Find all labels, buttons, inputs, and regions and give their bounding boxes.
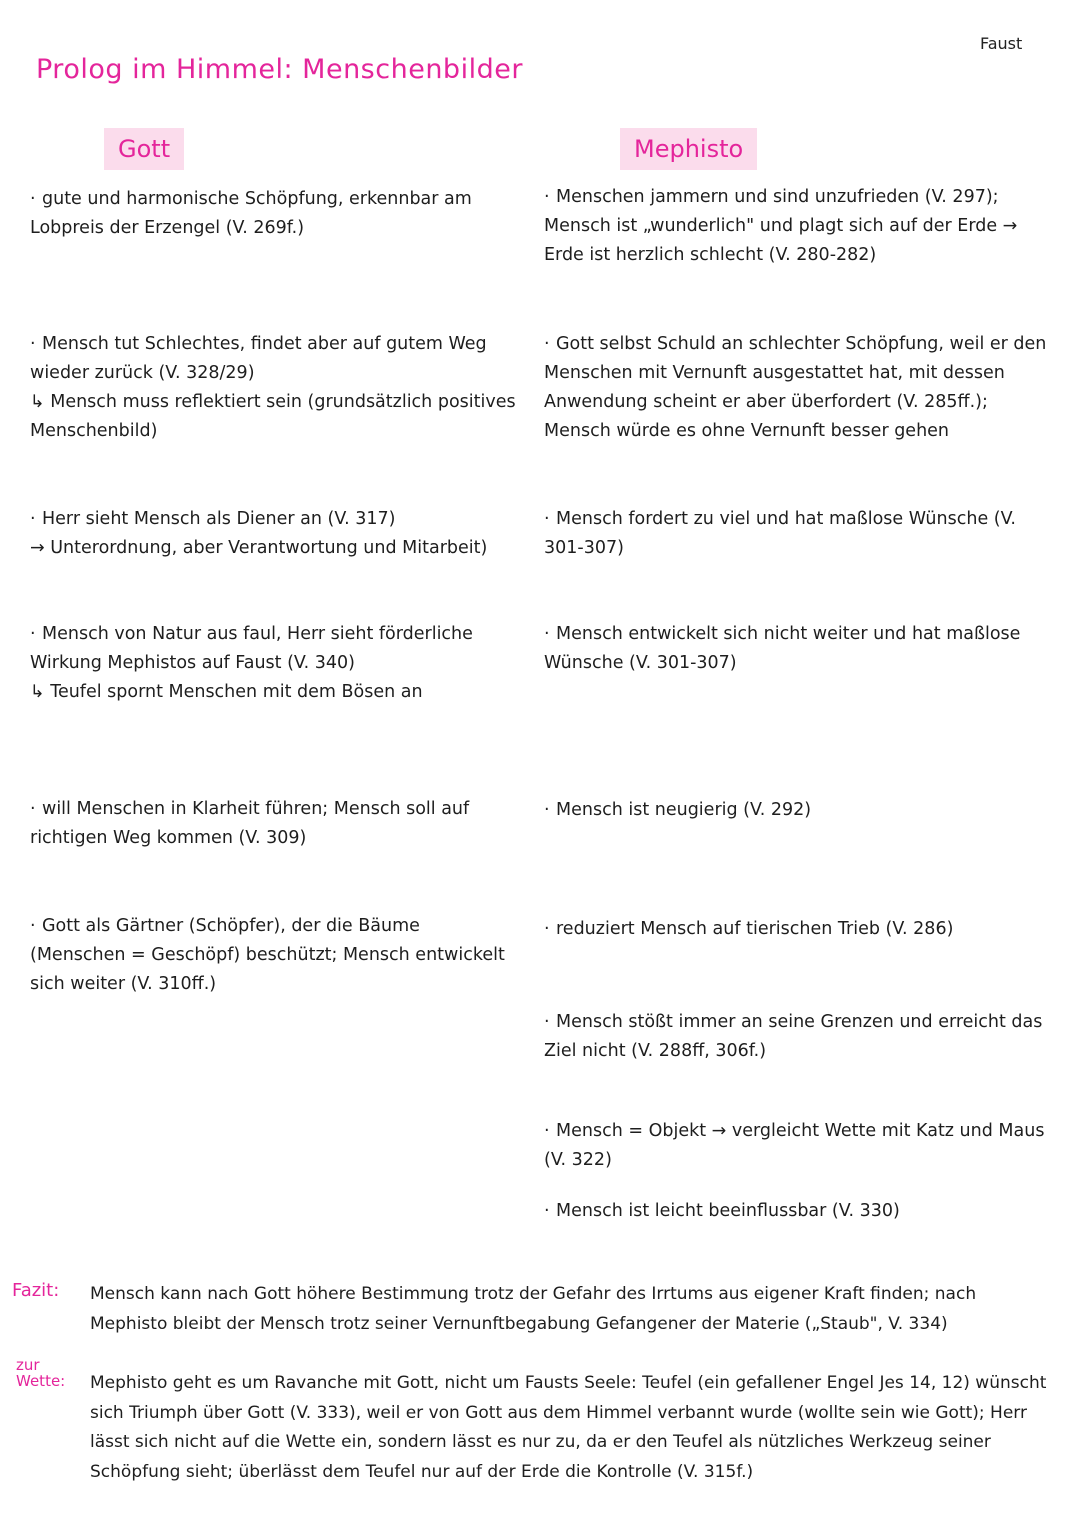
mephisto-point-6: · reduziert Mensch auf tierischen Trieb (V. 286) (544, 919, 954, 939)
wette-text: Mephisto geht es um Ravanche mit Gott, nicht um Fausts Seele: Teufel (ein gefallener Engel Jes 14, 12) wünscht sich Triumph über Gott (V. 333), weil er von Gott aus dem Himmel verbannt wurde (wollte sein wie Gott); Herr lässt sich nicht auf die Wette ein, sondern lässt es nur zu, da er den Teufel als nützliches Werkzeug seiner Schöpfung sieht; überlässt dem Teufel nur auf der Erde die Kontrolle (V. 315f.) (90, 1373, 1047, 1482)
gott-point-text: Herr sieht Mensch als Diener an (V. 317) → Unterordnung, aber Verantwortung und Mitarbeit) (30, 509, 488, 558)
mephisto-point-text: Gott selbst Schuld an schlechter Schöpfung, weil er den Menschen mit Vernunft ausgestattet hat, mit dessen Anwendung scheint er aber überfordert (V. 285ff.); Mensch würde es ohne Vernunft besser gehen (544, 334, 1047, 441)
gott-point-5: · will Menschen in Klarheit führen; Mensch soll auf richtigen Weg kommen (V. 309) (30, 799, 470, 848)
gott-point-2: · Mensch tut Schlechtes, findet aber auf gutem Weg wieder zurück (V. 328/29) ↳ Mensch muss reflektiert sein (grundsätzlich positives Menschenbild) (30, 334, 516, 441)
gott-point-3: · Herr sieht Mensch als Diener an (V. 317) → Unterordnung, aber Verantwortung und Mitarbeit) (30, 509, 488, 558)
mephisto-point-7: · Mensch stößt immer an seine Grenzen und erreicht das Ziel nicht (V. 288ff, 306f.) (544, 1012, 1043, 1061)
fazit-label: Fazit: (12, 1280, 60, 1301)
gott-heading: Gott (104, 128, 184, 170)
gott-point-6: · Gott als Gärtner (Schöpfer), der die Bäume (Menschen = Geschöpf) beschützt; Mensch entwickelt sich weiter (V. 310ff.) (30, 916, 505, 994)
mephisto-point-text: Menschen jammern und sind unzufrieden (V. 297); Mensch ist „wunderlich" und plagt sich auf der Erde → Erde ist herzlich schlecht (V. 280-282) (544, 187, 1018, 265)
gott-point-1: · gute und harmonische Schöpfung, erkennbar am Lobpreis der Erzengel (V. 269f.) (30, 189, 472, 238)
mephisto-point-9: · Mensch ist leicht beeinflussbar (V. 330) (544, 1201, 900, 1221)
mephisto-point-8: · Mensch = Objekt → vergleicht Wette mit Katz und Maus (V. 322) (544, 1121, 1045, 1170)
mephisto-point-text: Mensch fordert zu viel und hat maßlose Wünsche (V. 301-307) (544, 509, 1016, 558)
gott-point-4: · Mensch von Natur aus faul, Herr sieht förderliche Wirkung Mephistos auf Faust (V. 340) ↳ Teufel spornt Menschen mit dem Bösen an (30, 624, 473, 702)
gott-point-text: Mensch von Natur aus faul, Herr sieht förderliche Wirkung Mephistos auf Faust (V. 340) ↳ Teufel spornt Menschen mit dem Bösen an (30, 624, 473, 702)
gott-point-text: will Menschen in Klarheit führen; Mensch soll auf richtigen Weg kommen (V. 309) (30, 799, 470, 848)
mephisto-heading: Mephisto (620, 128, 757, 170)
mephisto-point-4: · Mensch entwickelt sich nicht weiter und hat maßlose Wünsche (V. 301-307) (544, 624, 1021, 673)
mephisto-point-3: · Mensch fordert zu viel und hat maßlose Wünsche (V. 301-307) (544, 509, 1016, 558)
mephisto-point-text: Mensch entwickelt sich nicht weiter und hat maßlose Wünsche (V. 301-307) (544, 624, 1021, 673)
mephisto-point-text: reduziert Mensch auf tierischen Trieb (V. 286) (556, 919, 954, 939)
mephisto-point-text: Mensch ist leicht beeinflussbar (V. 330) (556, 1201, 900, 1221)
wette-label: zur Wette: (16, 1356, 66, 1390)
page-title: Prolog im Himmel: Menschenbilder (36, 54, 523, 85)
mephisto-point-2: · Gott selbst Schuld an schlechter Schöpfung, weil er den Menschen mit Vernunft ausgestattet hat, mit dessen Anwendung scheint er aber überfordert (V. 285ff.); Mensch würde es ohne Vernunft besser gehen (544, 334, 1047, 441)
subject-label: Faust (980, 34, 1023, 53)
gott-point-text: Mensch tut Schlechtes, findet aber auf gutem Weg wieder zurück (V. 328/29) ↳ Mensch muss reflektiert sein (grundsätzlich positives Menschenbild) (30, 334, 516, 441)
gott-point-text: gute und harmonische Schöpfung, erkennbar am Lobpreis der Erzengel (V. 269f.) (30, 189, 472, 238)
fazit-text: Mensch kann nach Gott höhere Bestimmung trotz der Gefahr des Irrtums aus eigener Kraft finden; nach Mephisto bleibt der Mensch trotz seiner Vernunftbegabung Gefangener der Materie („Staub", V. 334) (90, 1284, 977, 1334)
mephisto-point-5: · Mensch ist neugierig (V. 292) (544, 800, 812, 820)
gott-point-text: Gott als Gärtner (Schöpfer), der die Bäume (Menschen = Geschöpf) beschützt; Mensch entwickelt sich weiter (V. 310ff.) (30, 916, 505, 994)
mephisto-point-text: Mensch = Objekt → vergleicht Wette mit Katz und Maus (V. 322) (544, 1121, 1045, 1170)
mephisto-point-1: · Menschen jammern und sind unzufrieden (V. 297); Mensch ist „wunderlich" und plagt sich auf der Erde → Erde ist herzlich schlecht (V. 280-282) (544, 187, 1018, 265)
mephisto-point-text: Mensch stößt immer an seine Grenzen und erreicht das Ziel nicht (V. 288ff, 306f.) (544, 1012, 1043, 1061)
mephisto-point-text: Mensch ist neugierig (V. 292) (556, 800, 812, 820)
